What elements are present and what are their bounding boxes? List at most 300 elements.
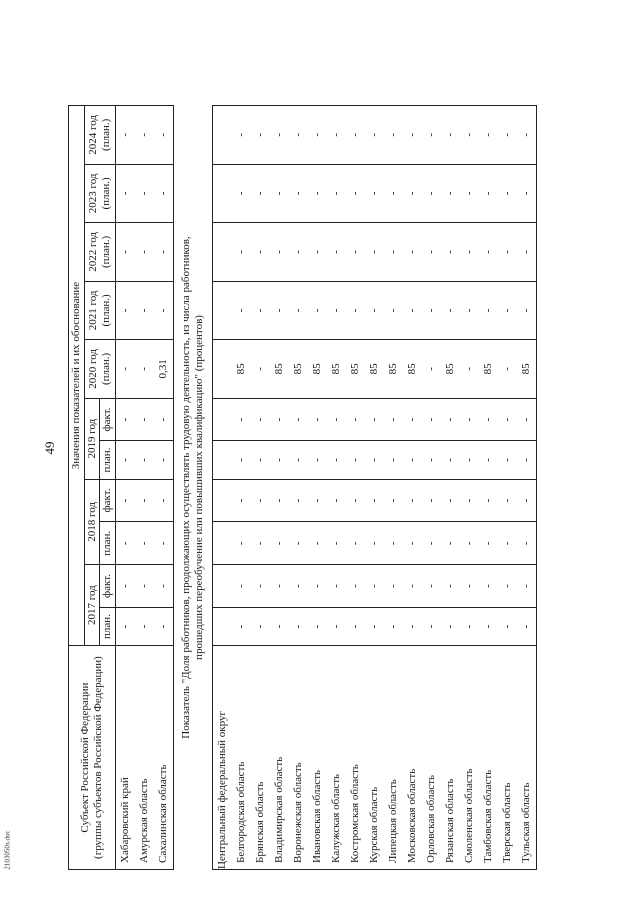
value-cell: 85: [346, 340, 365, 399]
value-cell: -: [232, 398, 251, 441]
subject-name: Брянская область: [251, 646, 270, 870]
value-cell: -: [403, 522, 422, 565]
table-row: [135, 106, 154, 870]
value-cell: -: [115, 398, 135, 441]
value-cell: -: [422, 479, 441, 522]
subject-name: Сахалинская область: [154, 646, 174, 870]
value-cell: -: [308, 479, 327, 522]
value-cell: -: [384, 441, 403, 479]
table-row: [327, 106, 346, 870]
value-cell: -: [135, 607, 154, 645]
value-cell: -: [384, 479, 403, 522]
value-cell: -: [365, 565, 384, 608]
table-row: [498, 106, 517, 870]
value-cell: -: [251, 106, 270, 165]
value-cell: -: [365, 398, 384, 441]
value-cell: -: [308, 607, 327, 645]
value-cell: -: [517, 281, 537, 340]
value-cell: -: [115, 479, 135, 522]
value-cell: -: [460, 441, 479, 479]
value-cell: -: [270, 223, 289, 282]
value-cell: -: [479, 398, 498, 441]
value-cell: -: [135, 281, 154, 340]
empty-cell: [212, 164, 232, 223]
value-cell: -: [479, 522, 498, 565]
value-cell: -: [289, 479, 308, 522]
year-2022-plan: (план.): [99, 235, 112, 268]
value-cell: -: [346, 565, 365, 608]
value-cell: 85: [327, 340, 346, 399]
empty-cell: [212, 522, 232, 565]
value-cell: -: [365, 223, 384, 282]
value-cell: -: [232, 441, 251, 479]
value-cell: -: [422, 223, 441, 282]
value-cell: -: [460, 479, 479, 522]
value-cell: -: [479, 281, 498, 340]
value-cell: -: [441, 522, 460, 565]
year-2023-header: [84, 164, 115, 223]
value-cell: -: [403, 565, 422, 608]
footer-doc-code: 2103050з.doc: [3, 830, 12, 870]
value-cell: -: [154, 106, 174, 165]
value-cell: -: [346, 398, 365, 441]
value-cell: -: [441, 607, 460, 645]
year-2021-header: [84, 281, 115, 340]
value-cell: 85: [441, 340, 460, 399]
value-cell: -: [289, 398, 308, 441]
value-cell: -: [270, 398, 289, 441]
table-row: [441, 106, 460, 870]
value-cell: -: [270, 565, 289, 608]
value-cell: -: [441, 441, 460, 479]
value-cell: -: [346, 281, 365, 340]
value-cell: -: [422, 106, 441, 165]
value-cell: -: [270, 441, 289, 479]
subject-name: Тульская область: [517, 646, 537, 870]
value-cell: -: [365, 522, 384, 565]
value-cell: -: [308, 441, 327, 479]
value-cell: -: [460, 398, 479, 441]
indicator-row: [173, 106, 212, 870]
value-cell: -: [154, 281, 174, 340]
value-cell: -: [251, 441, 270, 479]
value-cell: -: [135, 522, 154, 565]
value-cell: -: [115, 522, 135, 565]
value-cell: -: [479, 223, 498, 282]
value-cell: 0,31: [154, 340, 174, 399]
value-cell: -: [422, 441, 441, 479]
subject-header: [69, 646, 116, 870]
value-cell: -: [135, 398, 154, 441]
value-cell: -: [384, 106, 403, 165]
value-cell: -: [327, 441, 346, 479]
value-cell: -: [270, 106, 289, 165]
subject-name: Курская область: [365, 646, 384, 870]
value-cell: -: [251, 607, 270, 645]
value-cell: -: [422, 522, 441, 565]
year-2021-label: 2021 год: [87, 290, 100, 331]
value-cell: -: [479, 607, 498, 645]
value-cell: -: [232, 479, 251, 522]
value-cell: -: [517, 565, 537, 608]
value-cell: -: [479, 106, 498, 165]
year-2020-header: [84, 340, 115, 399]
value-cell: -: [115, 565, 135, 608]
rotated-table-stage: [68, 105, 628, 870]
year-2024-plan: (план.): [99, 118, 112, 151]
table-row: [154, 106, 174, 870]
value-cell: -: [346, 522, 365, 565]
subject-name: Липецкая область: [384, 646, 403, 870]
value-cell: -: [135, 164, 154, 223]
value-cell: -: [327, 398, 346, 441]
year-2018-header: 2018 год: [84, 479, 100, 565]
year-2021-plan: (план.): [99, 294, 112, 327]
value-cell: -: [327, 522, 346, 565]
value-cell: -: [498, 565, 517, 608]
value-cell: -: [479, 565, 498, 608]
value-cell: -: [498, 223, 517, 282]
value-cell: -: [384, 398, 403, 441]
subject-name: Ивановская область: [308, 646, 327, 870]
value-cell: 85: [289, 340, 308, 399]
subject-name: Амурская область: [135, 646, 154, 870]
value-cell: -: [232, 522, 251, 565]
value-cell: 85: [403, 340, 422, 399]
value-cell: -: [479, 441, 498, 479]
value-cell: -: [403, 164, 422, 223]
value-cell: -: [517, 441, 537, 479]
empty-cell: [212, 281, 232, 340]
value-cell: -: [308, 281, 327, 340]
value-cell: -: [403, 281, 422, 340]
subject-name: Костромская область: [346, 646, 365, 870]
fact-2018-header: факт.: [100, 479, 116, 522]
value-cell: 85: [479, 340, 498, 399]
table-row: [460, 106, 479, 870]
value-cell: -: [154, 223, 174, 282]
value-cell: -: [498, 398, 517, 441]
table-body-bottom: [212, 106, 536, 870]
value-cell: -: [517, 607, 537, 645]
value-cell: -: [517, 106, 537, 165]
subject-name: Тамбовская область: [479, 646, 498, 870]
value-cell: -: [308, 565, 327, 608]
value-cell: -: [441, 164, 460, 223]
value-cell: -: [460, 164, 479, 223]
value-cell: -: [251, 479, 270, 522]
table-sheet: [68, 105, 537, 870]
value-cell: -: [498, 607, 517, 645]
value-cell: -: [403, 479, 422, 522]
value-cell: -: [289, 106, 308, 165]
table-row: [232, 106, 251, 870]
table-row: [289, 106, 308, 870]
indicator-block: [173, 106, 212, 870]
table-row: [308, 106, 327, 870]
subject-name: Московская область: [403, 646, 422, 870]
value-cell: -: [154, 441, 174, 479]
value-cell: -: [498, 164, 517, 223]
value-cell: -: [115, 223, 135, 282]
value-cell: -: [517, 479, 537, 522]
value-cell: -: [498, 106, 517, 165]
year-2017-header: 2017 год: [84, 565, 100, 646]
value-cell: -: [422, 398, 441, 441]
indicator-caption: [173, 106, 212, 870]
plan-2018-header: план.: [100, 522, 116, 565]
value-cell: -: [232, 223, 251, 282]
value-cell: -: [308, 164, 327, 223]
value-cell: -: [422, 164, 441, 223]
value-cell: -: [308, 106, 327, 165]
value-cell: -: [270, 164, 289, 223]
value-cell: -: [135, 479, 154, 522]
value-cell: -: [479, 164, 498, 223]
value-cell: -: [441, 223, 460, 282]
value-cell: -: [384, 565, 403, 608]
value-cell: -: [135, 106, 154, 165]
table-row: [365, 106, 384, 870]
value-cell: -: [441, 479, 460, 522]
plan-2017-header: план.: [100, 607, 116, 645]
subject-name: Владимирская область: [270, 646, 289, 870]
value-cell: -: [422, 340, 441, 399]
value-cell: -: [135, 565, 154, 608]
year-2019-header: 2019 год: [84, 398, 100, 479]
value-cell: -: [422, 565, 441, 608]
value-cell: -: [365, 106, 384, 165]
value-cell: -: [498, 441, 517, 479]
subject-header-line1: Субъект Российской Федерации: [79, 682, 92, 833]
value-cell: -: [460, 607, 479, 645]
district-name: Центральный федеральный округ: [212, 646, 232, 870]
value-cell: -: [308, 223, 327, 282]
value-cell: -: [346, 479, 365, 522]
value-cell: 85: [365, 340, 384, 399]
value-cell: -: [251, 398, 270, 441]
value-cell: -: [365, 607, 384, 645]
value-cell: -: [346, 441, 365, 479]
value-cell: -: [115, 340, 135, 399]
value-cell: -: [441, 398, 460, 441]
value-cell: -: [365, 281, 384, 340]
value-cell: -: [460, 223, 479, 282]
year-2022-label: 2022 год: [87, 231, 100, 272]
empty-cell: [212, 565, 232, 608]
value-cell: -: [460, 340, 479, 399]
value-cell: -: [232, 164, 251, 223]
year-2024-header: [84, 106, 115, 165]
table-row: [422, 106, 441, 870]
value-cell: -: [327, 281, 346, 340]
subject-name: Рязанская область: [441, 646, 460, 870]
value-cell: -: [115, 281, 135, 340]
value-cell: -: [289, 281, 308, 340]
value-cell: -: [365, 479, 384, 522]
empty-cell: [212, 106, 232, 165]
table-row: [251, 106, 270, 870]
table-row: [403, 106, 422, 870]
value-cell: -: [460, 522, 479, 565]
value-cell: 85: [308, 340, 327, 399]
subject-name: Тверская область: [498, 646, 517, 870]
indicator-line1: Показатель "Доля работников, продолжающих осуществлять трудовую деятельность, из числа работников,: [179, 236, 192, 739]
value-cell: 85: [517, 340, 537, 399]
empty-cell: [212, 223, 232, 282]
value-cell: -: [251, 281, 270, 340]
value-cell: 85: [384, 340, 403, 399]
indicator-table: [68, 105, 537, 870]
value-cell: -: [365, 441, 384, 479]
table-row: [479, 106, 498, 870]
value-cell: -: [135, 340, 154, 399]
year-2020-plan: (план.): [99, 352, 112, 385]
value-cell: -: [498, 522, 517, 565]
table-row: [384, 106, 403, 870]
value-cell: -: [270, 607, 289, 645]
value-cell: -: [135, 223, 154, 282]
value-cell: -: [115, 106, 135, 165]
value-cell: -: [384, 223, 403, 282]
table-row: [517, 106, 537, 870]
value-cell: -: [327, 164, 346, 223]
value-cell: -: [308, 398, 327, 441]
value-cell: -: [115, 164, 135, 223]
value-cell: -: [327, 106, 346, 165]
value-cell: -: [289, 441, 308, 479]
empty-cell: [212, 398, 232, 441]
value-cell: 85: [232, 340, 251, 399]
value-cell: -: [403, 441, 422, 479]
value-cell: -: [308, 522, 327, 565]
value-cell: -: [517, 223, 537, 282]
value-cell: -: [289, 607, 308, 645]
empty-cell: [212, 607, 232, 645]
year-2023-label: 2023 год: [87, 173, 100, 214]
table-row: [115, 106, 135, 870]
value-cell: -: [154, 164, 174, 223]
value-cell: -: [154, 522, 174, 565]
value-cell: -: [422, 281, 441, 340]
value-cell: -: [346, 223, 365, 282]
fact-2017-header: факт.: [100, 565, 116, 608]
year-2020-label: 2020 год: [87, 348, 100, 389]
subject-name: Калужская область: [327, 646, 346, 870]
value-cell: -: [346, 607, 365, 645]
empty-cell: [212, 479, 232, 522]
subject-name: Хабаровский край: [115, 646, 135, 870]
year-2024-label: 2024 год: [87, 114, 100, 155]
values-header: Значения показателей и их обоснование: [69, 106, 85, 646]
value-cell: -: [346, 106, 365, 165]
value-cell: -: [403, 223, 422, 282]
subject-name: Смоленская область: [460, 646, 479, 870]
table-body-top: [115, 106, 173, 870]
value-cell: -: [441, 565, 460, 608]
table-row: [346, 106, 365, 870]
value-cell: -: [441, 281, 460, 340]
year-2023-plan: (план.): [99, 177, 112, 210]
value-cell: -: [460, 106, 479, 165]
value-cell: -: [327, 607, 346, 645]
page-number: 49: [42, 441, 57, 455]
value-cell: 85: [270, 340, 289, 399]
value-cell: -: [384, 522, 403, 565]
value-cell: -: [441, 106, 460, 165]
value-cell: -: [270, 479, 289, 522]
value-cell: -: [251, 522, 270, 565]
value-cell: -: [327, 479, 346, 522]
value-cell: -: [135, 441, 154, 479]
value-cell: -: [232, 106, 251, 165]
value-cell: -: [498, 340, 517, 399]
value-cell: -: [327, 565, 346, 608]
subject-header-line2: (группы субъектов Российской Федерации): [91, 656, 104, 859]
fact-2019-header: факт.: [100, 398, 116, 441]
value-cell: -: [154, 479, 174, 522]
value-cell: -: [460, 281, 479, 340]
empty-cell: [212, 441, 232, 479]
value-cell: -: [517, 398, 537, 441]
value-cell: -: [251, 164, 270, 223]
subject-name: Орловская область: [422, 646, 441, 870]
indicator-line2: прошедших переобучение или повышивших квалификацию" (процентов): [192, 315, 205, 660]
value-cell: -: [251, 565, 270, 608]
value-cell: -: [403, 106, 422, 165]
value-cell: -: [403, 607, 422, 645]
value-cell: -: [232, 281, 251, 340]
value-cell: -: [384, 607, 403, 645]
district-row: [212, 106, 232, 870]
value-cell: -: [517, 164, 537, 223]
value-cell: -: [289, 223, 308, 282]
value-cell: -: [479, 479, 498, 522]
value-cell: -: [289, 522, 308, 565]
value-cell: -: [403, 398, 422, 441]
value-cell: -: [384, 281, 403, 340]
value-cell: -: [498, 479, 517, 522]
value-cell: -: [270, 522, 289, 565]
value-cell: -: [289, 565, 308, 608]
value-cell: -: [232, 607, 251, 645]
value-cell: -: [115, 607, 135, 645]
value-cell: -: [232, 565, 251, 608]
value-cell: -: [460, 565, 479, 608]
value-cell: -: [517, 522, 537, 565]
value-cell: -: [251, 340, 270, 399]
value-cell: -: [384, 164, 403, 223]
value-cell: -: [346, 164, 365, 223]
value-cell: -: [498, 281, 517, 340]
value-cell: -: [154, 398, 174, 441]
value-cell: -: [422, 607, 441, 645]
value-cell: -: [154, 565, 174, 608]
subject-name: Воронежская область: [289, 646, 308, 870]
value-cell: -: [270, 281, 289, 340]
plan-2019-header: план.: [100, 441, 116, 479]
subject-name: Белгородская область: [232, 646, 251, 870]
value-cell: -: [115, 441, 135, 479]
value-cell: -: [251, 223, 270, 282]
value-cell: -: [154, 607, 174, 645]
empty-cell: [212, 340, 232, 399]
year-2022-header: [84, 223, 115, 282]
value-cell: -: [365, 164, 384, 223]
value-cell: -: [289, 164, 308, 223]
value-cell: -: [327, 223, 346, 282]
table-row: [270, 106, 289, 870]
